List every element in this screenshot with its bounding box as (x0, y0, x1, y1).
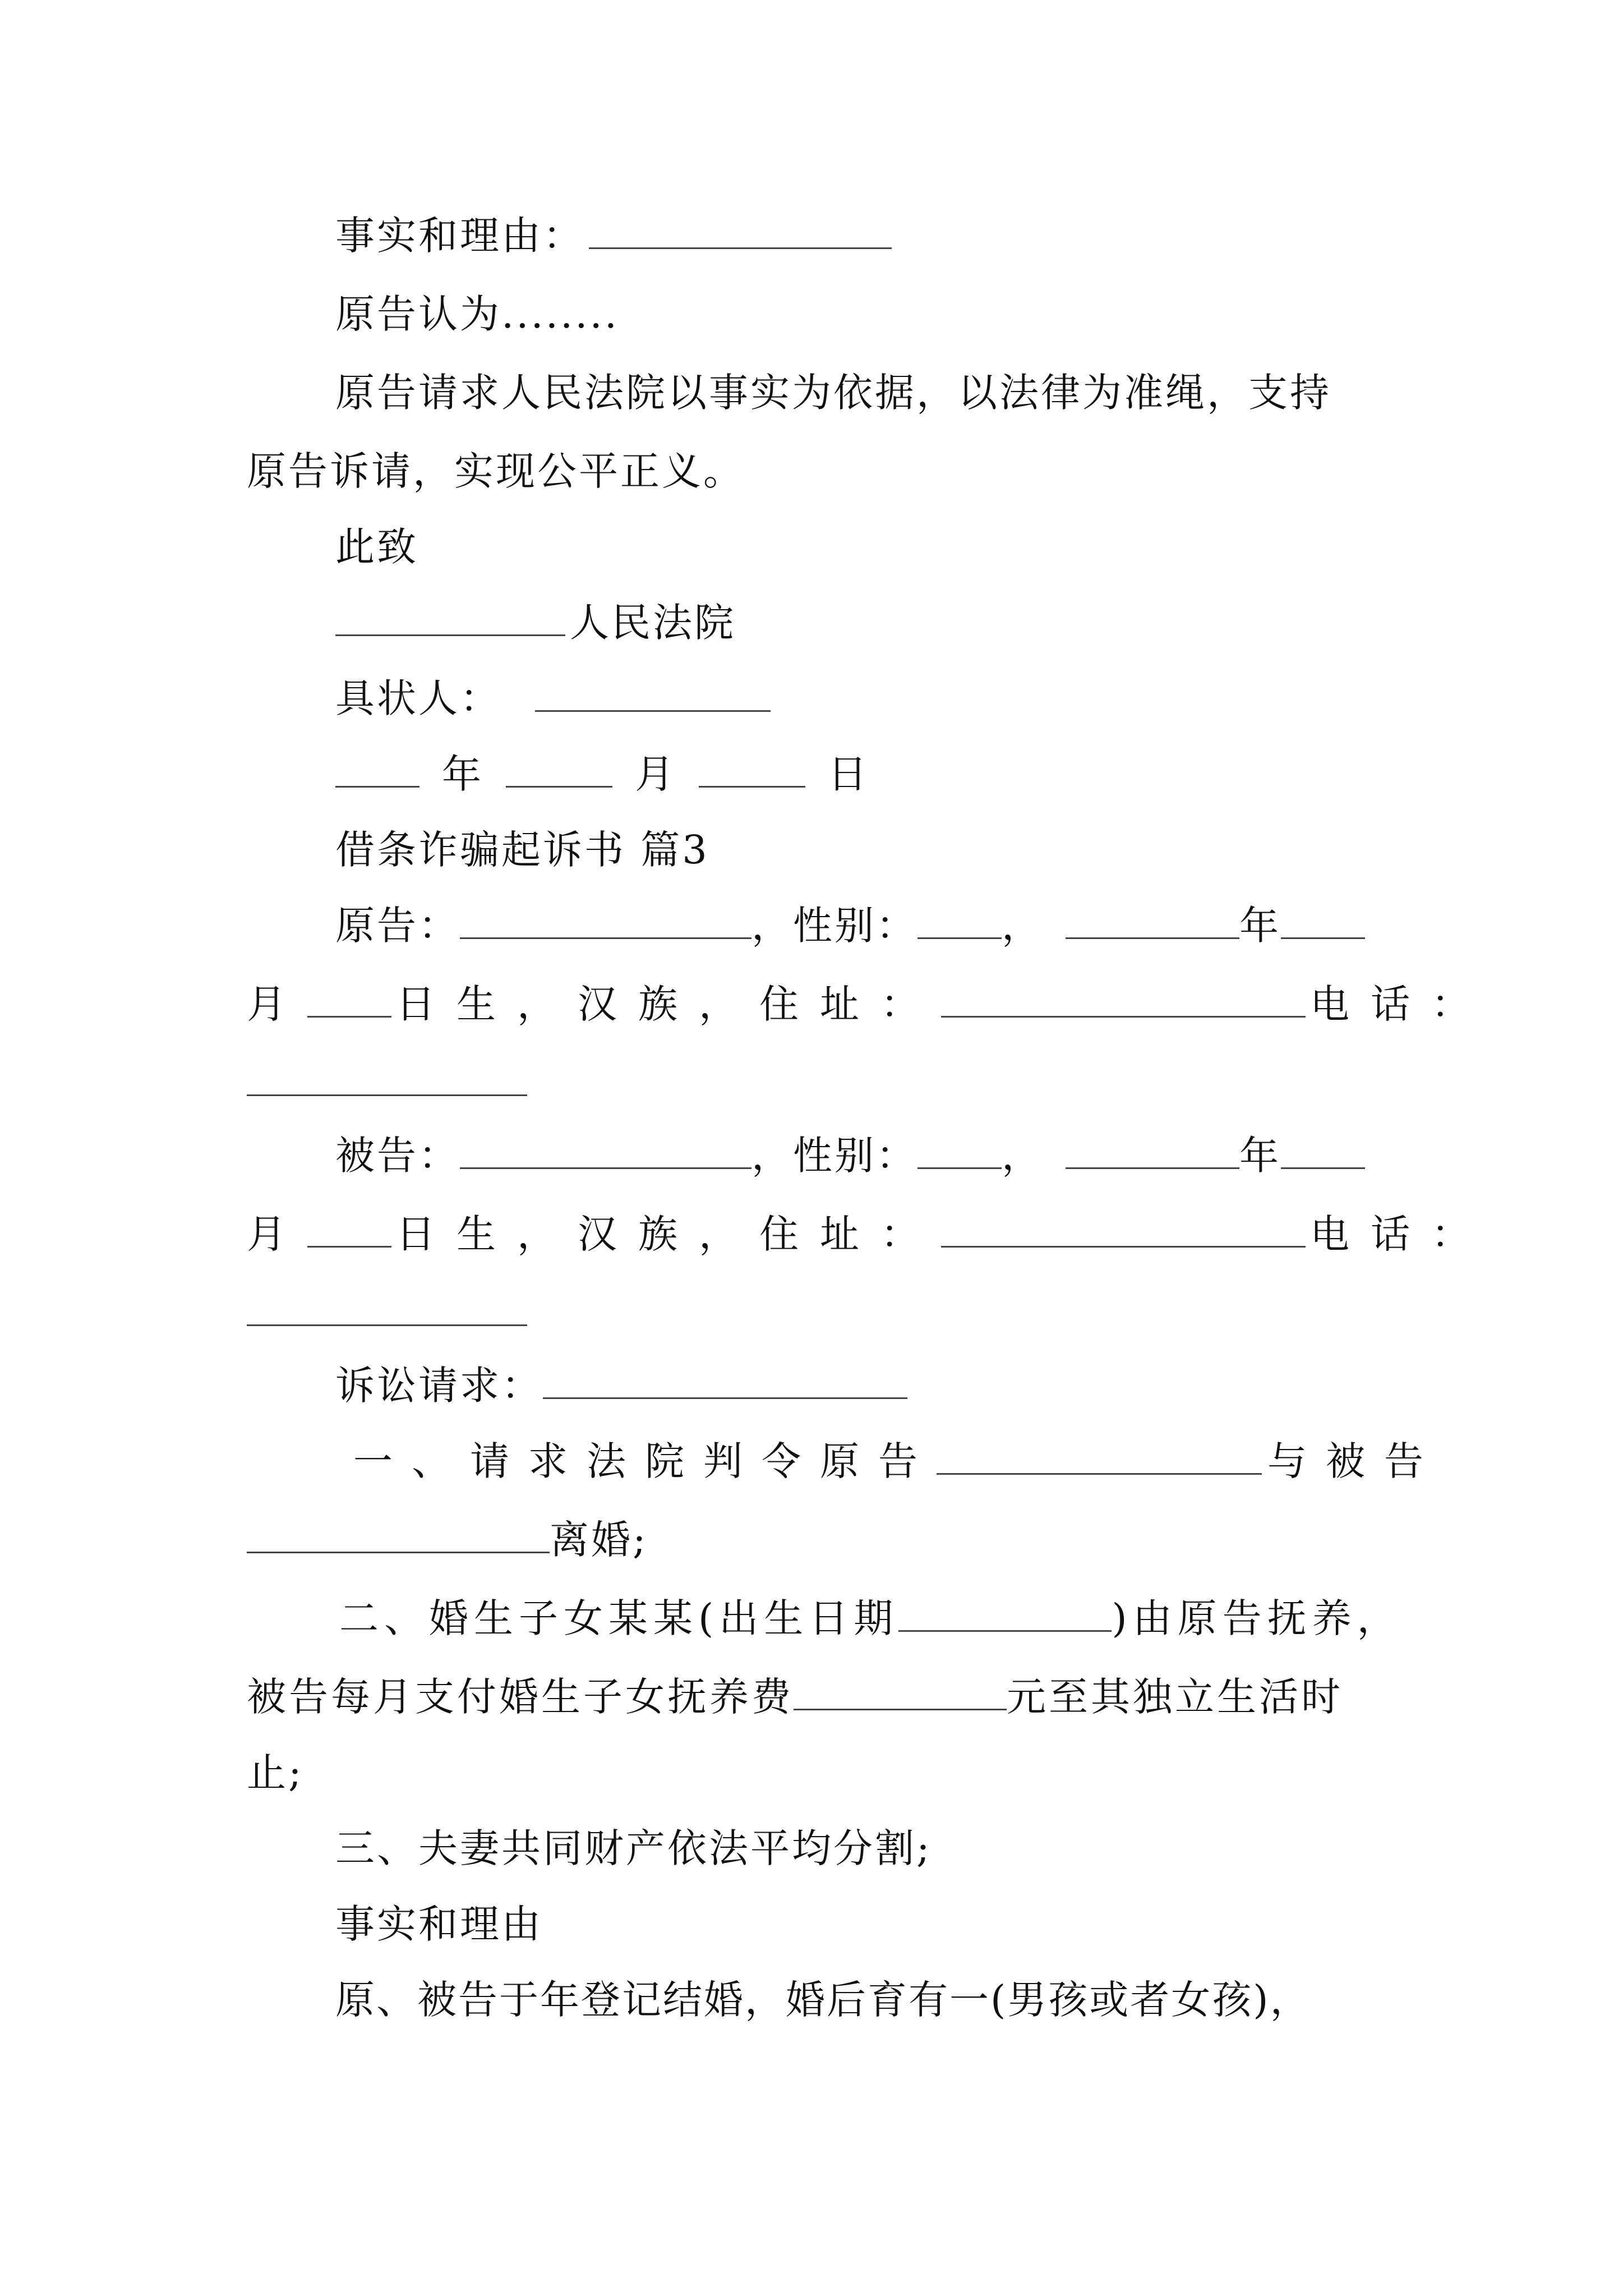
claim-1-text-c: 离婚; (550, 1517, 648, 1563)
plaintiff-label: 原告： (335, 903, 460, 949)
plaintiff-address-blank (941, 980, 1306, 1018)
filer-blank (535, 674, 771, 712)
section-title: 借条诈骗起诉书 篇3 (335, 827, 709, 873)
claim-2-birthdate-blank (898, 1594, 1112, 1632)
claims-label: 诉讼请求： (335, 1363, 543, 1409)
date-year-label: 年 (442, 751, 483, 797)
plaintiff-month-char: 月 (247, 981, 307, 1027)
claim-1-line-2 (247, 1515, 648, 1565)
plaintiff-birth-year-blank (1066, 901, 1239, 939)
date-line (335, 749, 869, 799)
defendant-line-2 (247, 1209, 1492, 1259)
facts-title: 事实和理由 (335, 1901, 543, 1947)
claim-1-line-1 (353, 1436, 1442, 1487)
plaintiff-line-2 (247, 979, 1492, 1029)
plaintiff-birth-tail: 日生，汉族，住址： (396, 981, 941, 1027)
defendant-gender-label: ，性别： (751, 1133, 917, 1179)
defendant-comma: ， (1002, 1133, 1043, 1179)
plaintiff-birth-month-blank (1281, 901, 1365, 939)
claim-2-text-b: )由原告抚养， (1112, 1595, 1402, 1641)
defendant-year-char: 年 (1239, 1133, 1281, 1179)
claim-1-plaintiff-blank (937, 1437, 1262, 1475)
plaintiff-phone-label: 电话： (1310, 981, 1492, 1027)
facts-body-line: 原、被告于年登记结婚，婚后育有一(男孩或者女孩)， (335, 1977, 1311, 2023)
plaintiff-name-blank (460, 901, 751, 939)
claims-line (335, 1360, 907, 1411)
facts-reason-label: 事实和理由： (335, 213, 584, 259)
claim-3-line: 三、夫妻共同财产依法平均分割; (335, 1825, 932, 1871)
defendant-phone-label: 电话： (1310, 1211, 1492, 1257)
plaintiff-gender-label: ，性别： (751, 903, 917, 949)
date-month-label: 月 (635, 751, 676, 797)
claim-1-text-a: 一、请求法院判令原告 (353, 1438, 937, 1484)
request-line-2: 原告诉请，实现公平正义。 (247, 448, 745, 494)
defendant-line-3 (247, 1287, 527, 1338)
filer-label: 具状人： (335, 675, 501, 721)
defendant-label: 被告： (335, 1133, 460, 1179)
plaintiff-phone-blank (247, 1059, 527, 1096)
claim-2-line-2 (247, 1672, 1343, 1722)
defendant-birth-month-blank (1281, 1131, 1365, 1169)
defendant-gender-blank (917, 1131, 1002, 1169)
claim-1-text-b: 与被告 (1267, 1438, 1442, 1484)
date-day-label: 日 (828, 751, 869, 797)
date-month-blank (506, 750, 612, 788)
plaintiff-gender-blank (917, 901, 1002, 939)
facts-reason-blank (589, 211, 892, 249)
claim-1-defendant-blank (247, 1516, 550, 1553)
claim-2-text-d: 元至其独立生活时 (1007, 1674, 1343, 1720)
plaintiff-line-3 (247, 1057, 527, 1108)
plaintiff-thinks-line: 原告认为........ (335, 291, 620, 337)
plaintiff-birth-day-blank (307, 980, 391, 1018)
court-suffix: 人民法院 (570, 600, 736, 646)
request-line-1: 原告请求人民法院以事实为依据，以法律为准绳，支持 (335, 370, 1331, 416)
court-name-blank (335, 599, 565, 636)
defendant-address-blank (941, 1210, 1306, 1248)
plaintiff-year-char: 年 (1239, 903, 1281, 949)
claim-2-text-c: 被告每月支付婚生子女抚养费 (247, 1674, 794, 1720)
plaintiff-line-1 (335, 900, 1365, 951)
claim-2-support-blank (794, 1673, 1007, 1710)
defendant-birth-year-blank (1066, 1131, 1239, 1169)
claim-2-text-a: 二、婚生子女某某(出生日期 (339, 1595, 899, 1641)
defendant-birth-tail: 日生，汉族，住址： (396, 1211, 941, 1257)
filer-line (335, 673, 775, 724)
defendant-phone-blank (247, 1289, 527, 1326)
plaintiff-comma: ， (1002, 903, 1043, 949)
date-year-blank (335, 750, 419, 788)
defendant-line-1 (335, 1130, 1365, 1181)
court-line (335, 597, 736, 648)
date-day-blank (699, 750, 805, 788)
facts-reason-line (335, 210, 896, 261)
claim-2-line-1 (339, 1593, 1402, 1644)
claim-2-line-3: 止; (247, 1750, 304, 1796)
defendant-birth-day-blank (307, 1210, 391, 1248)
defendant-month-char: 月 (247, 1211, 307, 1257)
defendant-name-blank (460, 1131, 751, 1169)
claims-blank (543, 1361, 907, 1399)
salutation: 此致 (335, 524, 418, 570)
